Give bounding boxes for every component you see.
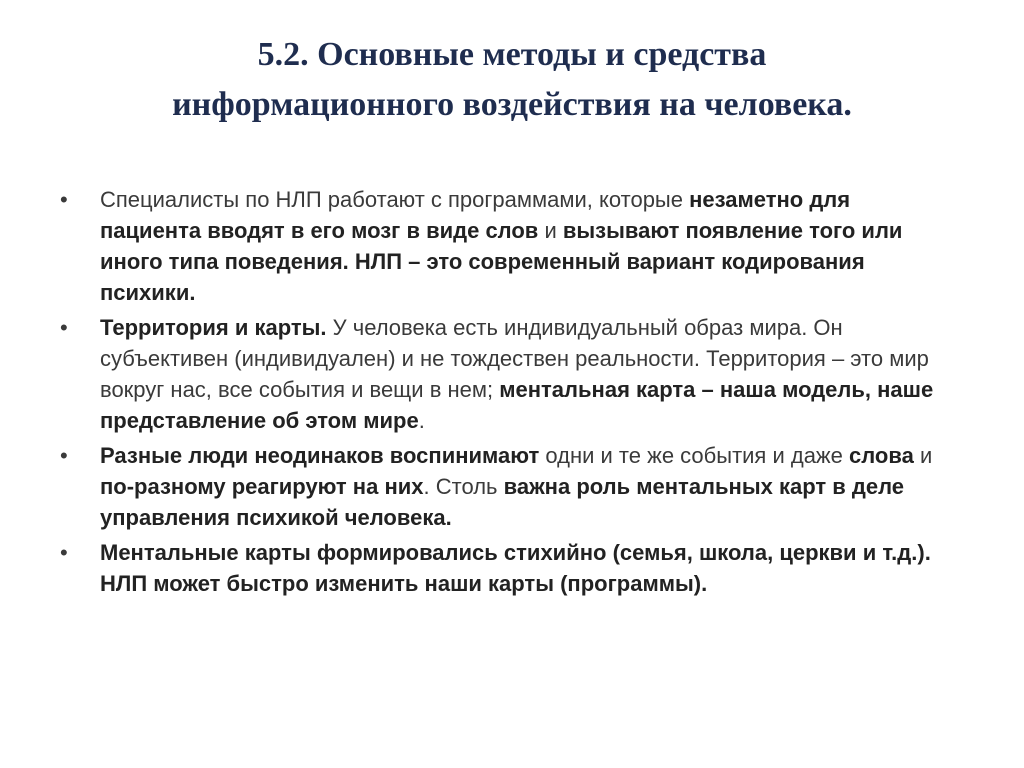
bullet-text-bold: Разные люди неодинаков воспинимают: [100, 443, 540, 468]
slide-title: [60, 30, 964, 130]
slide-title-line-2: информационного воздействия на человека.: [172, 86, 852, 123]
bullet-dot-icon: •: [60, 187, 68, 212]
bullet-item: [56, 537, 936, 599]
bullet-item: [56, 440, 936, 533]
bullet-text-bold: ментальная карта – наша модель, наше представление об этом мире: [100, 377, 934, 433]
bullet-item: [56, 184, 936, 308]
bullet-text-bold: по-разному реагируют на них: [100, 474, 424, 499]
bullet-text-segment: и: [913, 443, 933, 468]
bullet-text-bold: Территория и карты.: [100, 315, 327, 340]
bullet-dot-icon: •: [60, 540, 68, 565]
bullet-text-bold: слова: [849, 443, 914, 468]
bullet-dot-icon: •: [60, 315, 68, 340]
bullet-text-bold: важна роль ментальных карт в деле управления психикой человека.: [100, 474, 905, 530]
bullet-text-bold: Ментальные карты формировались стихийно (семья, школа, церкви и т.д.). НЛП может быстро изменить наши карты (программы).: [100, 540, 931, 596]
bullet-list: [56, 184, 936, 603]
bullet-text-segment: . Столь: [423, 474, 504, 499]
bullet-text-segment: У человека есть индивидуальный образ мира. Он субъективен (индивидуален) и не тождествен реальности. Территория – это мир вокруг нас, все события и вещи в нем;: [100, 315, 929, 402]
bullet-text-segment: одни и те же события и даже: [539, 443, 849, 468]
bullet-text-segment: и: [538, 218, 563, 243]
bullet-text-segment: Специалисты по НЛП работают с программами, которые: [100, 187, 690, 212]
bullet-dot-icon: •: [60, 443, 68, 468]
bullet-text-bold: вызывают появление того или иного типа поведения. НЛП – это современный вариант кодирования психики.: [100, 218, 903, 305]
slide-title-line-1: 5.2. Основные методы и средства: [257, 36, 767, 73]
bullet-item: [56, 312, 936, 436]
bullet-text-segment: .: [418, 408, 425, 433]
bullet-text-bold: незаметно для пациента вводят в его мозг в виде слов: [100, 187, 851, 243]
